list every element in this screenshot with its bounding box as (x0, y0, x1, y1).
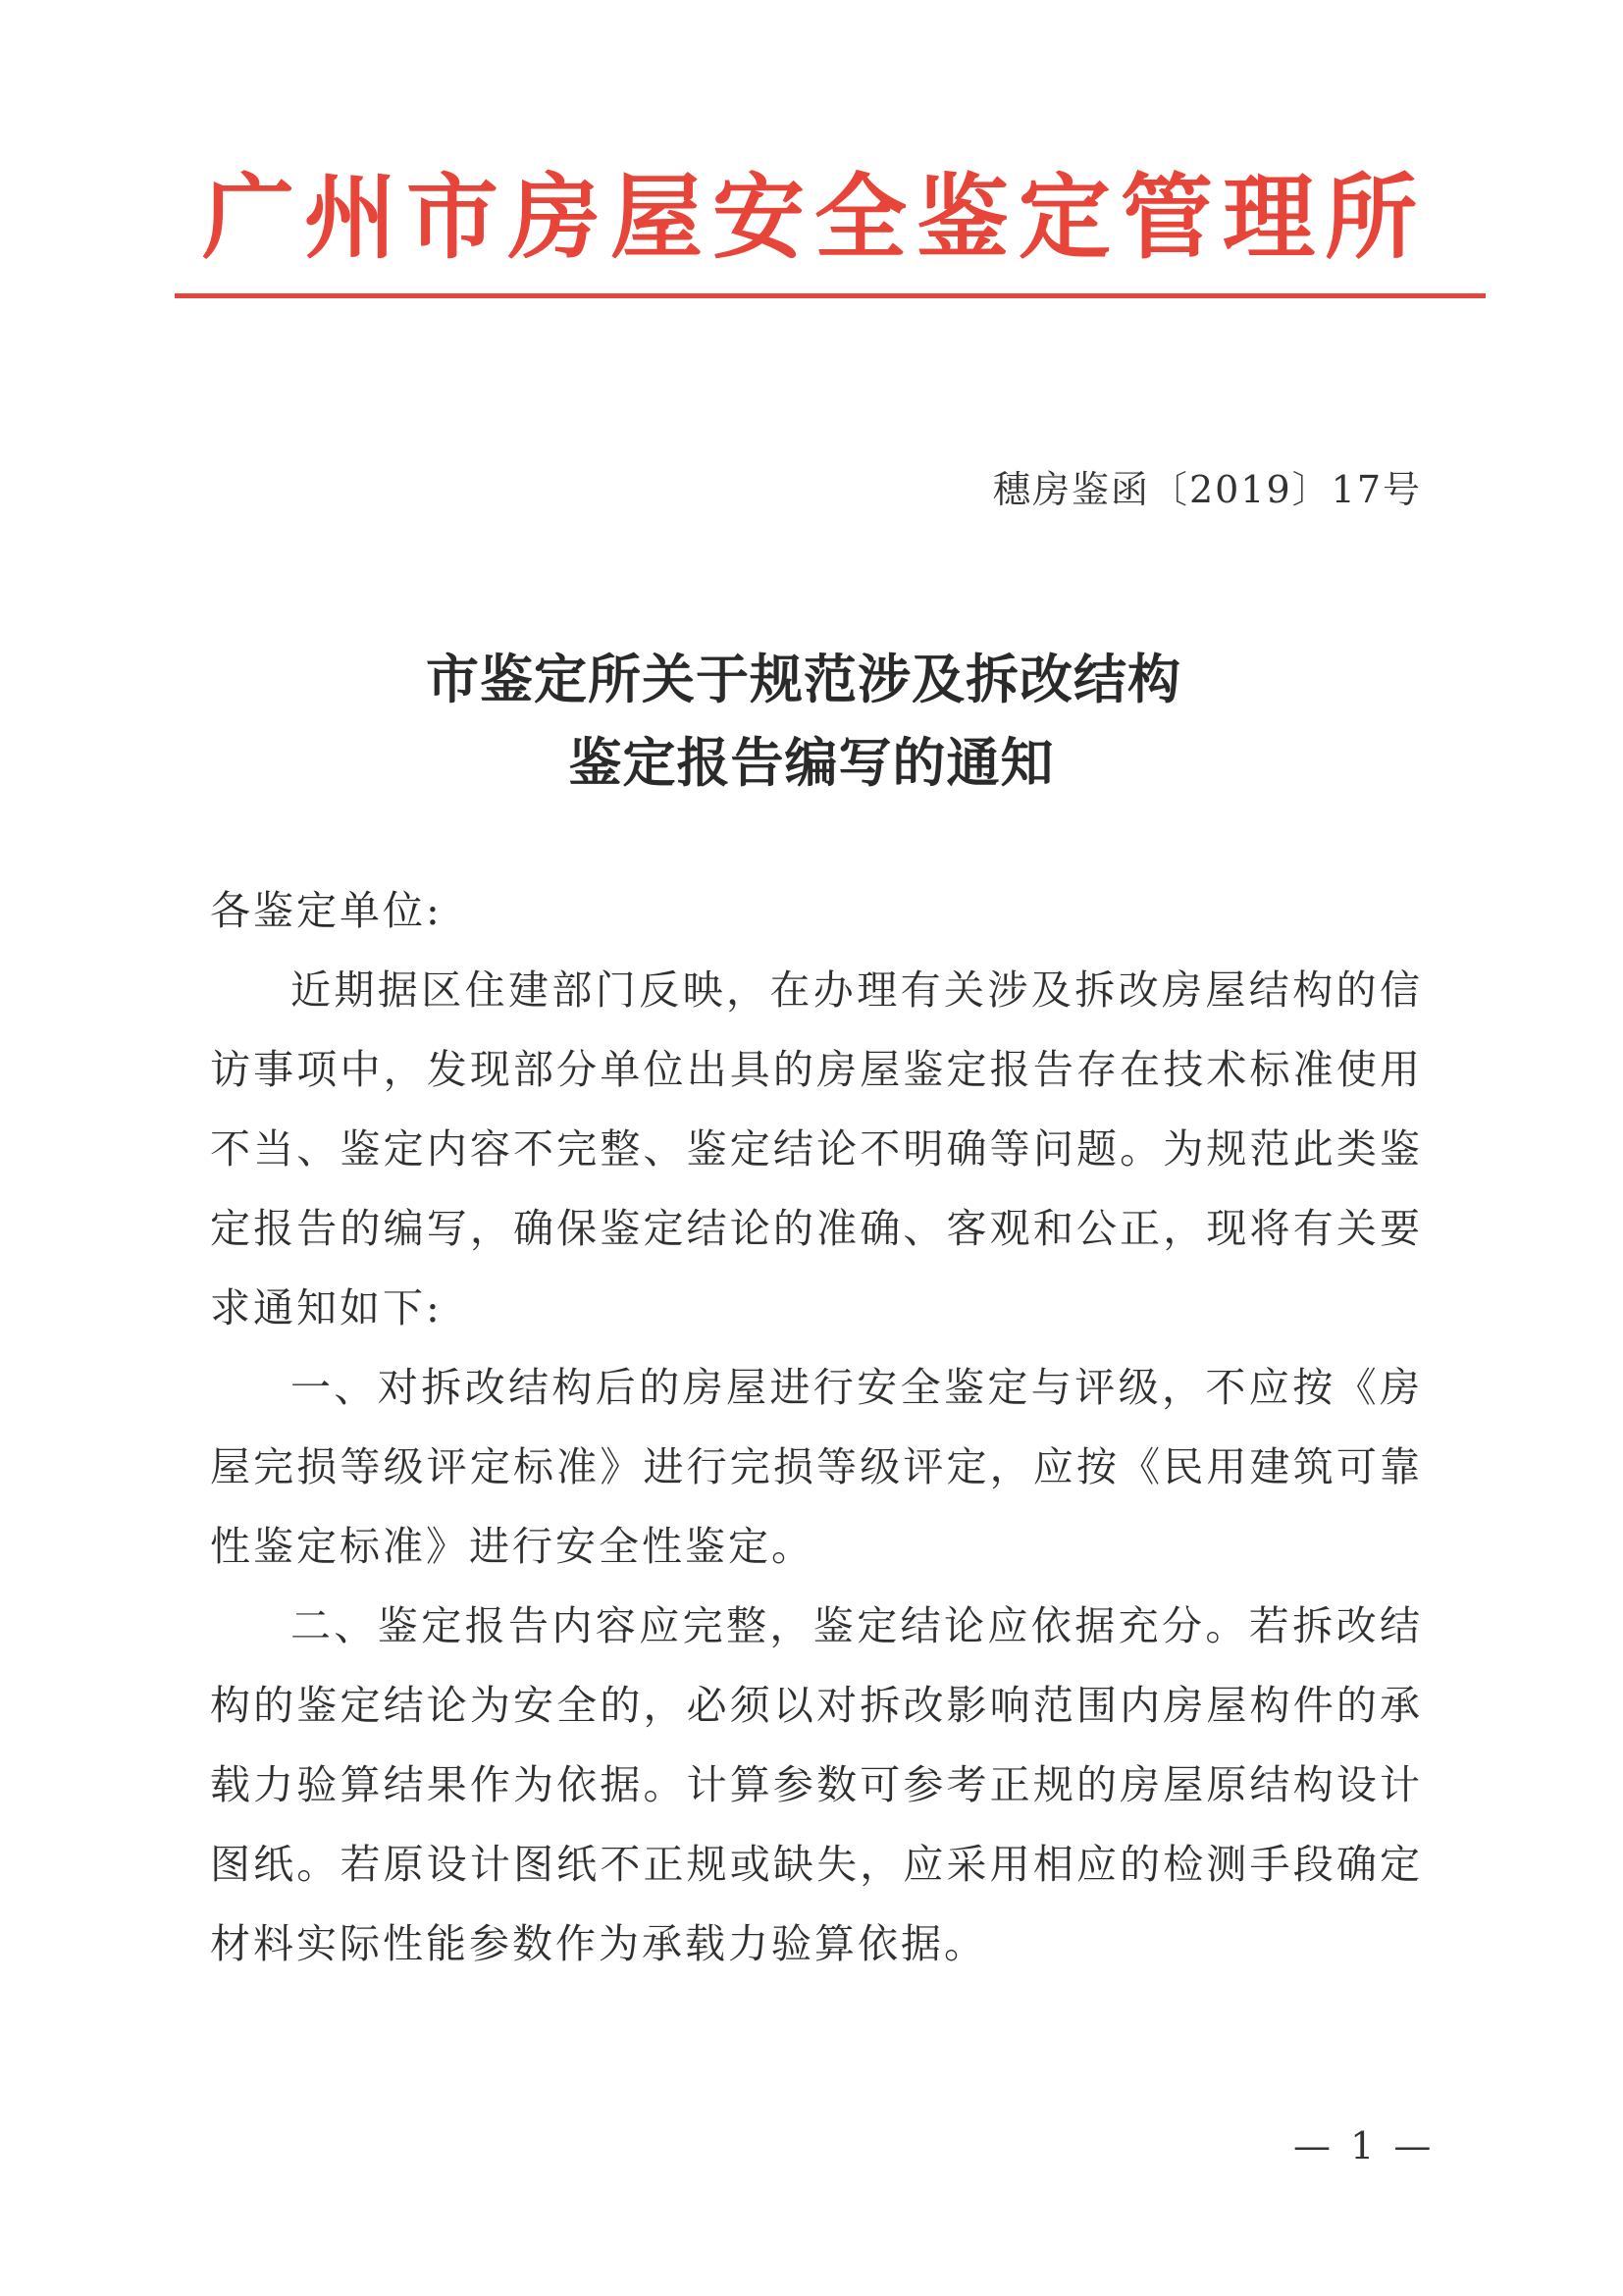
salutation: 各鉴定单位: (210, 887, 443, 934)
letterhead-red-rule (175, 293, 1486, 298)
page-number: — 1 — (1293, 2124, 1436, 2167)
body-paragraph-2 (210, 1348, 1423, 1587)
paragraph-text: 一、对拆改结构后的房屋进行安全鉴定与评级，不应按《房屋完损等级评定标准》进行完损等级评定，应按《民用建筑可靠性鉴定标准》进行安全性鉴定。 (210, 1364, 1423, 1570)
document-title-line-1: 市鉴定所关于规范涉及拆改结构 (426, 649, 1181, 710)
body-paragraph-3 (210, 1587, 1423, 1984)
letterhead-organization-name: 广州市房屋安全鉴定管理所 (201, 164, 1427, 272)
paragraph-text: 近期据区住建部门反映，在办理有关涉及拆改房屋结构的信访事项中，发现部分单位出具的房屋鉴定报告存在技术标准使用不当、鉴定内容不完整、鉴定结论不明确等问题。为规范此类鉴定报告的编写，确保鉴定结论的准确、客观和公正，现将有关要求通知如下: (210, 966, 1423, 1331)
document-title-line-2: 鉴定报告编写的通知 (568, 732, 1055, 794)
body-paragraph-1 (210, 951, 1423, 1348)
document-number: 穗房鉴函〔2019〕17号 (992, 468, 1422, 511)
paragraph-text: 二、鉴定报告内容应完整，鉴定结论应依据充分。若拆改结构的鉴定结论为安全的，必须以对拆改影响范围内房屋构件的承载力验算结果作为依据。计算参数可参考正规的房屋原结构设计图纸。若原设计图纸不正规或缺失，应采用相应的检测手段确定材料实际性能参数作为承载力验算依据。 (210, 1602, 1423, 1967)
